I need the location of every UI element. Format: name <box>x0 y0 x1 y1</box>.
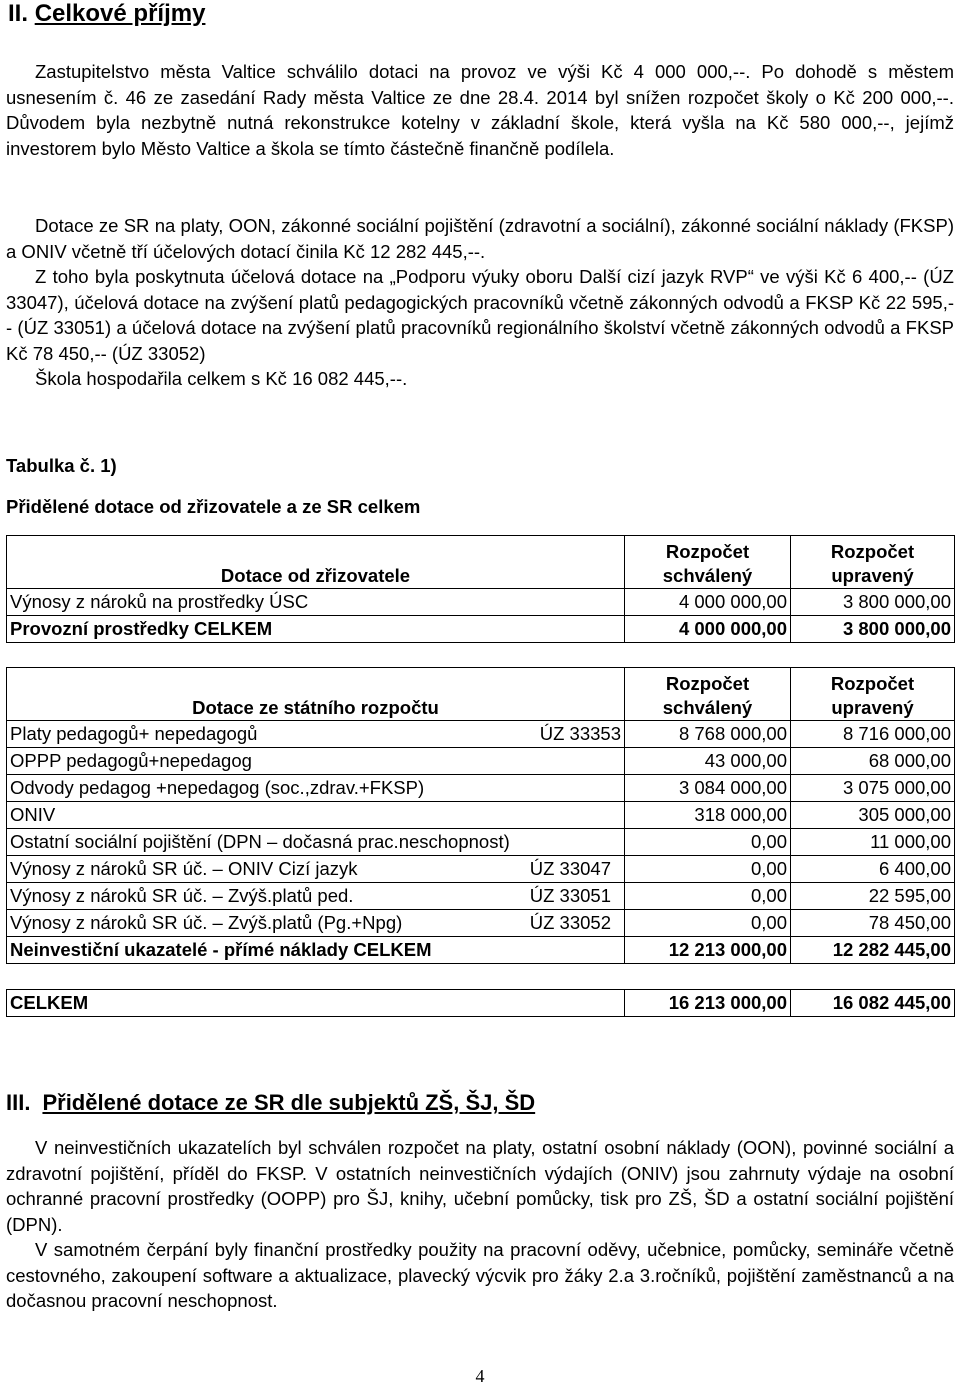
row-adjusted: 12 282 445,00 <box>791 937 955 964</box>
row-code: ÚZ 33051 <box>529 885 611 906</box>
table-row <box>7 589 955 616</box>
table-label: Tabulka č. 1) <box>6 455 117 476</box>
row-approved: 4 000 000,00 <box>625 616 791 643</box>
table-row <box>7 748 955 775</box>
row-label-cell <box>7 721 625 748</box>
table-title: Přidělené dotace od zřizovatele a ze SR celkem <box>6 496 421 517</box>
row-label-cell <box>7 856 625 883</box>
page-number: 4 <box>475 1366 485 1386</box>
row-label: Neinvestiční ukazatelé - přímé náklady CELKEM <box>7 937 625 964</box>
row-approved: 3 084 000,00 <box>625 775 791 802</box>
table-row <box>7 883 955 910</box>
table-header-row <box>7 536 955 589</box>
table-row <box>7 910 955 937</box>
row-approved: 43 000,00 <box>625 748 791 775</box>
founder-subsidy-table <box>6 535 955 643</box>
row-approved: 0,00 <box>625 856 791 883</box>
paragraph-state-subsidy <box>6 213 954 392</box>
row-adjusted: 3 075 000,00 <box>791 775 955 802</box>
table-total-row <box>7 937 955 964</box>
row-adjusted: 8 716 000,00 <box>791 721 955 748</box>
col-approved-header: Rozpočet schválený <box>625 536 791 589</box>
paragraph-budget <box>6 1135 954 1314</box>
row-label: Platy pedagogů+ nepedagogů <box>10 723 258 744</box>
section-heading-2 <box>8 0 205 28</box>
row-code: ÚZ 33353 <box>539 723 621 744</box>
state-subsidy-table <box>6 667 955 964</box>
col-adjusted-header: Rozpočet upravený <box>791 536 955 589</box>
table-row <box>7 775 955 802</box>
paragraph-text: Zastupitelstvo města Valtice schválilo dotaci na provoz ve výši Kč 4 000 000,--. Po dohodě s městem usnesením č. 46 ze zasedání Rady města Valtice ze dne 28.4. 2014 byl snížen rozpočet školy o Kč 200 000,--. Důvodem byla nezbytně nutná rekonstrukce kotelny v základní škole, která vyšla na Kč 580 000,--, jejímž investorem bylo Město Valtice a škola se tímto částečně finančně podílela. <box>6 61 954 159</box>
table-header: Dotace od zřizovatele <box>7 536 625 589</box>
table-row <box>7 802 955 829</box>
row-label-cell <box>7 910 625 937</box>
section-heading-3 <box>6 1090 535 1116</box>
row-approved: 318 000,00 <box>625 802 791 829</box>
row-label: ONIV <box>7 802 625 829</box>
row-label: OPPP pedagogů+nepedagog <box>7 748 625 775</box>
row-adjusted: 3 800 000,00 <box>791 616 955 643</box>
paragraph-text: V samotném čerpání byly finanční prostředky použity na pracovní oděvy, učebnice, pomůcky, semináře včetně cestovného, zakoupení software a aktualizace, plavecký výcvik pro žáky 2.a 3.ročníků, pojištění zaměstnanců a na dočasnou pracovní neschopnost. <box>6 1239 954 1311</box>
row-code: ÚZ 33052 <box>529 912 611 933</box>
row-label: Provozní prostředky CELKEM <box>7 616 625 643</box>
section-number: II. <box>8 0 29 27</box>
row-approved: 0,00 <box>625 883 791 910</box>
row-adjusted: 11 000,00 <box>791 829 955 856</box>
table-header-row <box>7 668 955 721</box>
col-approved-header: Rozpočet schválený <box>625 668 791 721</box>
row-approved: 0,00 <box>625 910 791 937</box>
table-total-row <box>7 990 955 1017</box>
row-adjusted: 16 082 445,00 <box>791 990 955 1017</box>
table-row <box>7 829 955 856</box>
row-approved: 0,00 <box>625 829 791 856</box>
table-total-row <box>7 616 955 643</box>
row-approved: 16 213 000,00 <box>625 990 791 1017</box>
row-label: Výnosy z nároků na prostředky ÚSC <box>7 589 625 616</box>
row-approved: 12 213 000,00 <box>625 937 791 964</box>
section-number: III. <box>6 1090 31 1115</box>
row-label: Výnosy z nároků SR úč. – Zvýš.platů (Pg.+Npg) <box>10 912 403 933</box>
table-header: Dotace ze státního rozpočtu <box>7 668 625 721</box>
paragraph-text: Z toho byla poskytnuta účelová dotace na „Podporu výuky oboru Další cizí jazyk RVP“ ve výši Kč 6 400,-- (ÚZ 33047), účelová dotace na zvýšení platů pedagogických pracovníků včetně zákonných odvodů a FKSP Kč 22 595,-- (ÚZ 33051) a účelová dotace na zvýšení platů pracovníků regionálního školství včetně zákonných odvodů a FKSP Kč 78 450,-- (ÚZ 33052) <box>6 266 954 364</box>
row-label: Odvody pedagog +nepedagog (soc.,zdrav.+FKSP) <box>7 775 625 802</box>
row-approved: 4 000 000,00 <box>625 589 791 616</box>
section-title: Přidělené dotace ze SR dle subjektů ZŠ, ŠJ, ŠD <box>42 1090 536 1115</box>
row-adjusted: 3 800 000,00 <box>791 589 955 616</box>
paragraph-text: Dotace ze SR na platy, OON, zákonné sociální pojištění (zdravotní a sociální), zákonné sociální náklady (FKSP) a ONIV včetně tří účelových dotací činila Kč 12 282 445,--. <box>6 215 954 262</box>
row-label-cell <box>7 883 625 910</box>
paragraph-text: V neinvestičních ukazatelích byl schválen rozpočet na platy, ostatní osobní náklady (OON), povinné sociální a zdravotní pojištění, příděl do FKSP. V ostatních neinvestičních výdajích (ONIV) jsou zahrnuty výdaje na osobní ochranné pracovní prostředky (OOPP) pro ŠJ, knihy, učební pomůcky, tisk pro ZŠ, ŠD a ostatní sociální pojištění (DPN). <box>6 1137 954 1235</box>
paragraph-text: Škola hospodařila celkem s Kč 16 082 445,--. <box>35 368 408 389</box>
row-code: ÚZ 33047 <box>529 858 611 879</box>
row-adjusted: 305 000,00 <box>791 802 955 829</box>
table-row <box>7 856 955 883</box>
row-label: Výnosy z nároků SR úč. – Zvýš.platů ped. <box>10 885 354 906</box>
table-row <box>7 721 955 748</box>
col-adjusted-header: Rozpočet upravený <box>791 668 955 721</box>
row-label: Výnosy z nároků SR úč. – ONIV Cizí jazyk <box>10 858 358 879</box>
row-adjusted: 78 450,00 <box>791 910 955 937</box>
grand-total-table <box>6 989 955 1017</box>
row-adjusted: 22 595,00 <box>791 883 955 910</box>
section-title: Celkové příjmy <box>34 0 206 27</box>
row-label: CELKEM <box>7 990 625 1017</box>
row-adjusted: 68 000,00 <box>791 748 955 775</box>
row-label: Ostatní sociální pojištění (DPN – dočasná prac.neschopnost) <box>7 829 625 856</box>
paragraph-founder-subsidy <box>6 59 954 161</box>
row-adjusted: 6 400,00 <box>791 856 955 883</box>
row-approved: 8 768 000,00 <box>625 721 791 748</box>
